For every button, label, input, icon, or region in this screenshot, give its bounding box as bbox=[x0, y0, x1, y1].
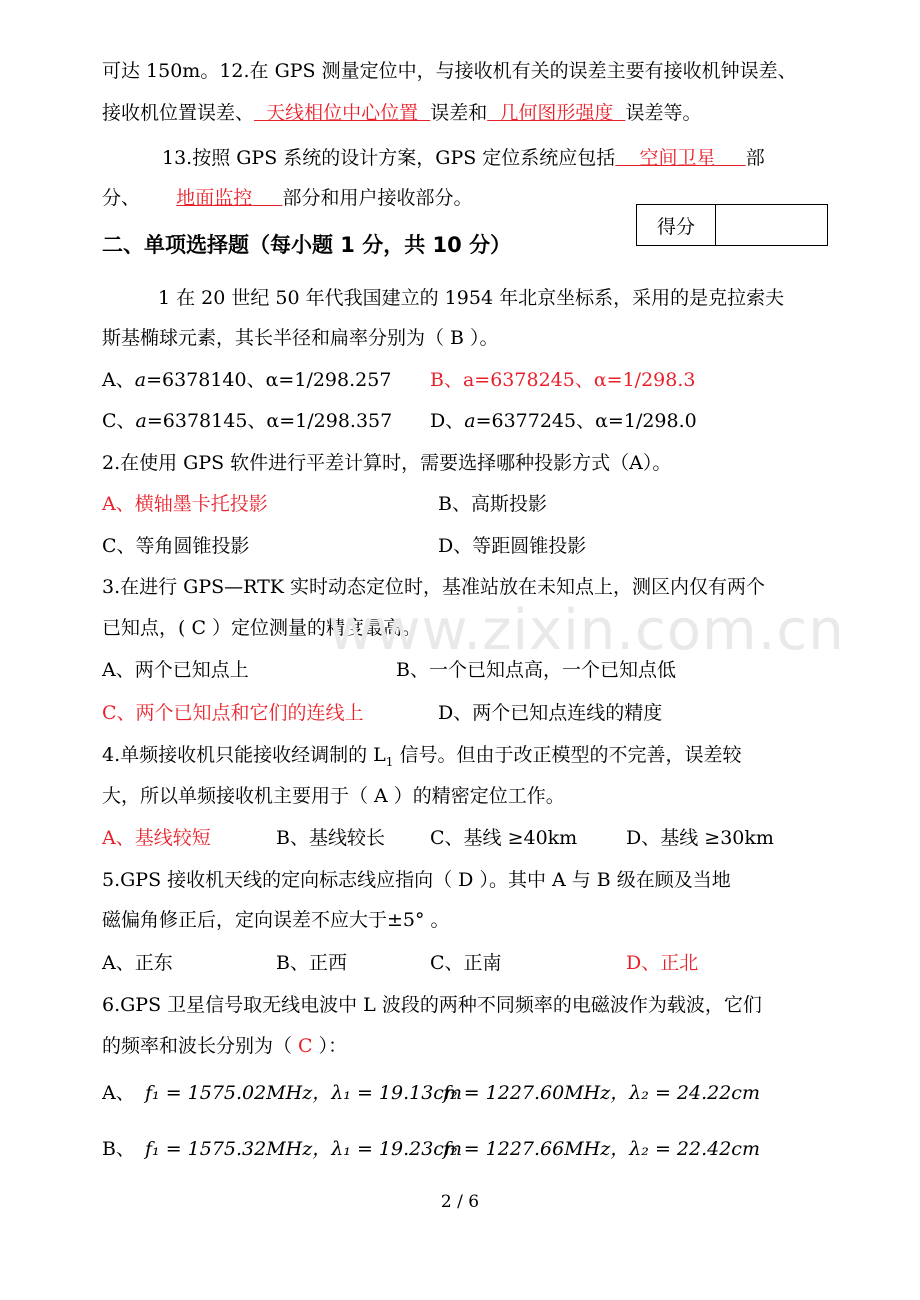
q6-line-1: 6.GPS 卫星信号取无线电波中 L 波段的两种不同频率的电磁波作为载波，它们 bbox=[102, 994, 762, 1016]
q4-line-1: 4.单频接收机只能接收经调制的 $L_1$ 信号。但由于改正模型的不完善，误差较 bbox=[102, 744, 742, 769]
q6-answer: C bbox=[298, 1035, 313, 1057]
intro-text: 部 bbox=[745, 147, 765, 169]
q4-option-c: C、基线 ≥40km bbox=[430, 827, 578, 849]
score-box bbox=[636, 204, 828, 246]
intro-text: 部分和用户接收部分。 bbox=[282, 187, 473, 209]
q6-option-a-label: A、 bbox=[102, 1082, 135, 1104]
q2-option-c: C、等角圆锥投影 bbox=[102, 535, 250, 557]
q1-option-c: C、a=6378145、α=1/298.357 bbox=[102, 410, 393, 432]
q2-option-b: B、高斯投影 bbox=[438, 493, 547, 515]
section-title: 二、单项选择题（每小题 1 分，共 10 分） bbox=[102, 233, 512, 257]
intro-text: 接收机位置误差、 bbox=[102, 102, 255, 124]
q3-option-c: C、两个已知点和它们的连线上 bbox=[102, 702, 364, 724]
q6-option-b-label: B、 bbox=[102, 1138, 135, 1160]
q3-line-2: 已知点，( C ）定位测量的精度最高。 bbox=[102, 617, 422, 639]
q1-line-1: 1 在 20 世纪 50 年代我国建立的 1954 年北京坐标系，采用的是克拉索夫 bbox=[158, 287, 785, 309]
q6-option-b-f1: f₁ = 1575.32MHz，λ₁ = 19.23cm bbox=[145, 1138, 462, 1160]
q5-option-a: A、正东 bbox=[102, 952, 173, 974]
page-number: 2 / 6 bbox=[440, 1192, 480, 1212]
q4-line-2: 大，所以单频接收机主要用于（ A ）的精密定位工作。 bbox=[102, 785, 565, 807]
intro-line-1: 可达 150m。12.在 GPS 测量定位中，与接收机有关的误差主要有接收机钟误差、 bbox=[102, 60, 797, 82]
fill-answer-antenna: 天线相位中心位置 bbox=[266, 102, 419, 124]
q4-option-a: A、基线较短 bbox=[102, 827, 211, 849]
intro-line-3 bbox=[162, 145, 765, 171]
q3-option-a: A、两个已知点上 bbox=[102, 659, 249, 681]
q6-option-a-f2: f₂ = 1227.60MHz，λ₂ = 24.22cm bbox=[443, 1082, 760, 1104]
q2-option-d: D、等距圆锥投影 bbox=[438, 535, 587, 557]
q3-option-b: B、一个已知点高，一个已知点低 bbox=[396, 659, 676, 681]
q5-option-c: C、正南 bbox=[430, 952, 502, 974]
q6-option-b-f2: f₂ = 1227.66MHz，λ₂ = 22.42cm bbox=[443, 1138, 760, 1160]
q5-line-1: 5.GPS 接收机天线的定向标志线应指向（ D ）。其中 A 与 B 级在顾及当地 bbox=[102, 869, 731, 891]
score-label: 得分 bbox=[637, 205, 716, 245]
q1-line-2: 斯基椭球元素，其长半径和扁率分别为（ B ）。 bbox=[102, 327, 499, 349]
q4-subscript: 1 bbox=[385, 754, 394, 769]
fill-answer-geometry: 几何图形强度 bbox=[499, 102, 614, 124]
intro-text: 误差和 bbox=[430, 102, 488, 124]
q1-option-b: B、a=6378245、α=1/298.3 bbox=[430, 369, 696, 391]
q3-option-d: D、两个已知点连线的精度 bbox=[438, 702, 663, 724]
q2-option-a: A、横轴墨卡托投影 bbox=[102, 493, 268, 515]
q5-option-b: B、正西 bbox=[276, 952, 347, 974]
q6-line-2: 的频率和波长分别为（ C ）： bbox=[102, 1035, 348, 1057]
q2-line-1: 2.在使用 GPS 软件进行平差计算时，需要选择哪种投影方式（A）。 bbox=[102, 452, 672, 474]
q4-option-d: D、基线 ≥30km bbox=[626, 827, 774, 849]
q1-option-d: D、a=6377245、α=1/298.0 bbox=[430, 410, 697, 432]
q1-option-a: A、a=6378140、α=1/298.257 bbox=[102, 369, 392, 391]
intro-line-2 bbox=[102, 100, 701, 126]
watermark: www.zixin.com.cn bbox=[328, 598, 845, 663]
intro-text: 13.按照 GPS 系统的设计方案，GPS 定位系统应包括 bbox=[162, 147, 616, 169]
intro-line-4 bbox=[102, 185, 473, 211]
fill-answer-space: 空间卫星 bbox=[639, 147, 716, 169]
score-value-cell bbox=[716, 205, 827, 245]
q5-option-d: D、正北 bbox=[626, 952, 699, 974]
q3-line-1: 3.在进行 GPS—RTK 实时动态定位时，基准站放在未知点上，测区内仅有两个 bbox=[102, 576, 766, 598]
q6-option-a-f1: f₁ = 1575.02MHz，λ₁ = 19.13cm bbox=[145, 1082, 462, 1104]
intro-text: 误差等。 bbox=[625, 102, 702, 124]
fill-answer-ground: 地面监控 bbox=[176, 187, 253, 209]
q5-line-2: 磁偏角修正后，定向误差不应大于±5° 。 bbox=[102, 909, 450, 931]
intro-text: 分、 bbox=[102, 187, 141, 209]
q4-option-b: B、基线较长 bbox=[276, 827, 385, 849]
